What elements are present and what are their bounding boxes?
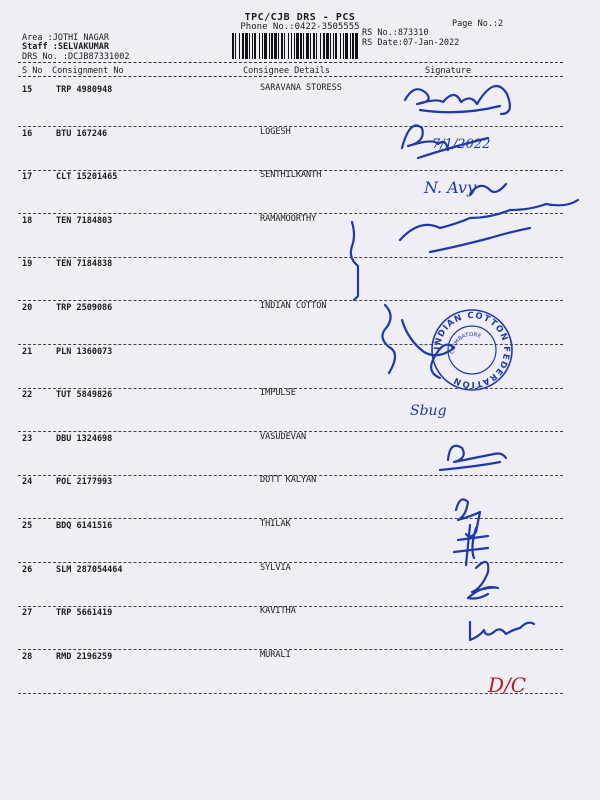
column-divider [18,76,563,77]
col-signature: Signature [425,66,472,76]
row-sno: 27 [22,608,33,619]
row-sno: 20 [22,303,33,313]
row-consignment: TRP 4980948 [56,85,113,95]
staff-label: Staff :SELVAKUMAR [22,42,109,52]
signature-row-16 [402,126,490,159]
row-consignee: KAVITHA [260,606,296,617]
row-consignment: TEN 7184838 [56,259,113,270]
phone-number: Phone No.:0422-3505555 [240,22,360,32]
row-sno: 21 [22,346,33,357]
federation-stamp [432,310,512,390]
row-divider [18,257,563,258]
rs-date: RS Date:07-Jan-2022 [362,38,460,48]
row-sno: 18 [22,215,33,226]
row-consignment: SLM 287054464 [56,564,123,575]
row-consignment: BTU 167246 [56,128,108,139]
signature-row-23 [440,446,506,470]
signature-row-26 [468,562,498,599]
row-consignment: DBU 1324698 [56,433,113,444]
date-handwriting: 7/1/2022 [432,137,491,152]
signature-row-27 [470,622,534,640]
drs-number: DRS No. :DCJB87331002 [22,52,130,62]
row-consignee: DOTT KALYAN [260,475,317,486]
row-consignment: TEN 7184803 [56,215,113,226]
row-divider [18,693,563,694]
dc-note: D/C [488,673,527,697]
row-consignee: VASUDEVAN [260,431,307,442]
row-consignee: INDIAN COTTON [260,301,327,311]
document-title: TPC/CJB DRS - PCS [244,12,356,23]
row-consignee: MURALI [260,649,291,660]
signature-row-17 [423,178,506,197]
row-sno: 16 [22,128,33,139]
row-sno: 15 [22,85,33,95]
svg-text:INDIAN COTTON FEDERATION: INDIAN COTTON FEDERATION [432,310,512,390]
barcode [230,33,358,59]
row-sno: 25 [22,521,33,531]
row-consignment: RMD 2196259 [56,651,113,662]
signature-text-row-17: N. Avy [424,178,477,197]
row-consignment: TRP 2509086 [56,303,113,313]
signature-row-15 [405,86,510,114]
row-consignee: SYLVIA [260,562,291,573]
signature-row-20-21 [382,305,454,378]
row-consignee: IMPULSE [260,388,296,399]
row-consignment: BDQ 6141516 [56,521,113,531]
row-sno: 26 [22,564,33,575]
col-consignee: Consignee Details [243,66,330,76]
row-sno: 22 [22,390,33,401]
col-consignment: Consignment No [52,66,124,76]
row-consignee: SARAVANA STORESS [260,83,342,93]
row-consignment: PLN 1360073 [56,346,113,357]
row-consignee: LOGESH [260,126,291,137]
signature-row-22 [410,403,447,419]
svg-text:COIMBATORE: COIMBATORE [449,331,482,355]
row-consignment: TRP 5661419 [56,608,113,619]
row-consignment: CLT 15201465 [56,172,118,183]
row-sno: 17 [22,172,33,183]
row-divider [18,344,563,345]
row-consignee: SENTHILKANTH [260,170,322,181]
row-sno: 23 [22,433,33,444]
col-sno: S No [22,66,43,76]
page-number: Page No.:2 [452,19,504,29]
row-sno: 24 [22,477,33,488]
header-divider [18,62,563,63]
row-consignee: THILAK [260,519,291,529]
row-sno: 19 [22,259,33,270]
row-consignment: TUT 5849826 [56,390,113,401]
row-consignee: RAMAMOORTHY [260,213,317,224]
rs-number: RS No.:873310 [362,28,429,38]
row-sno: 28 [22,651,33,662]
signature-row-25 [454,525,488,565]
signature-text-row-22: Sbug [410,403,447,419]
row-consignment: POL 2177993 [56,477,113,488]
area-label: Area :JOTHI NAGAR [22,33,109,43]
signature-row-18 [351,200,578,300]
